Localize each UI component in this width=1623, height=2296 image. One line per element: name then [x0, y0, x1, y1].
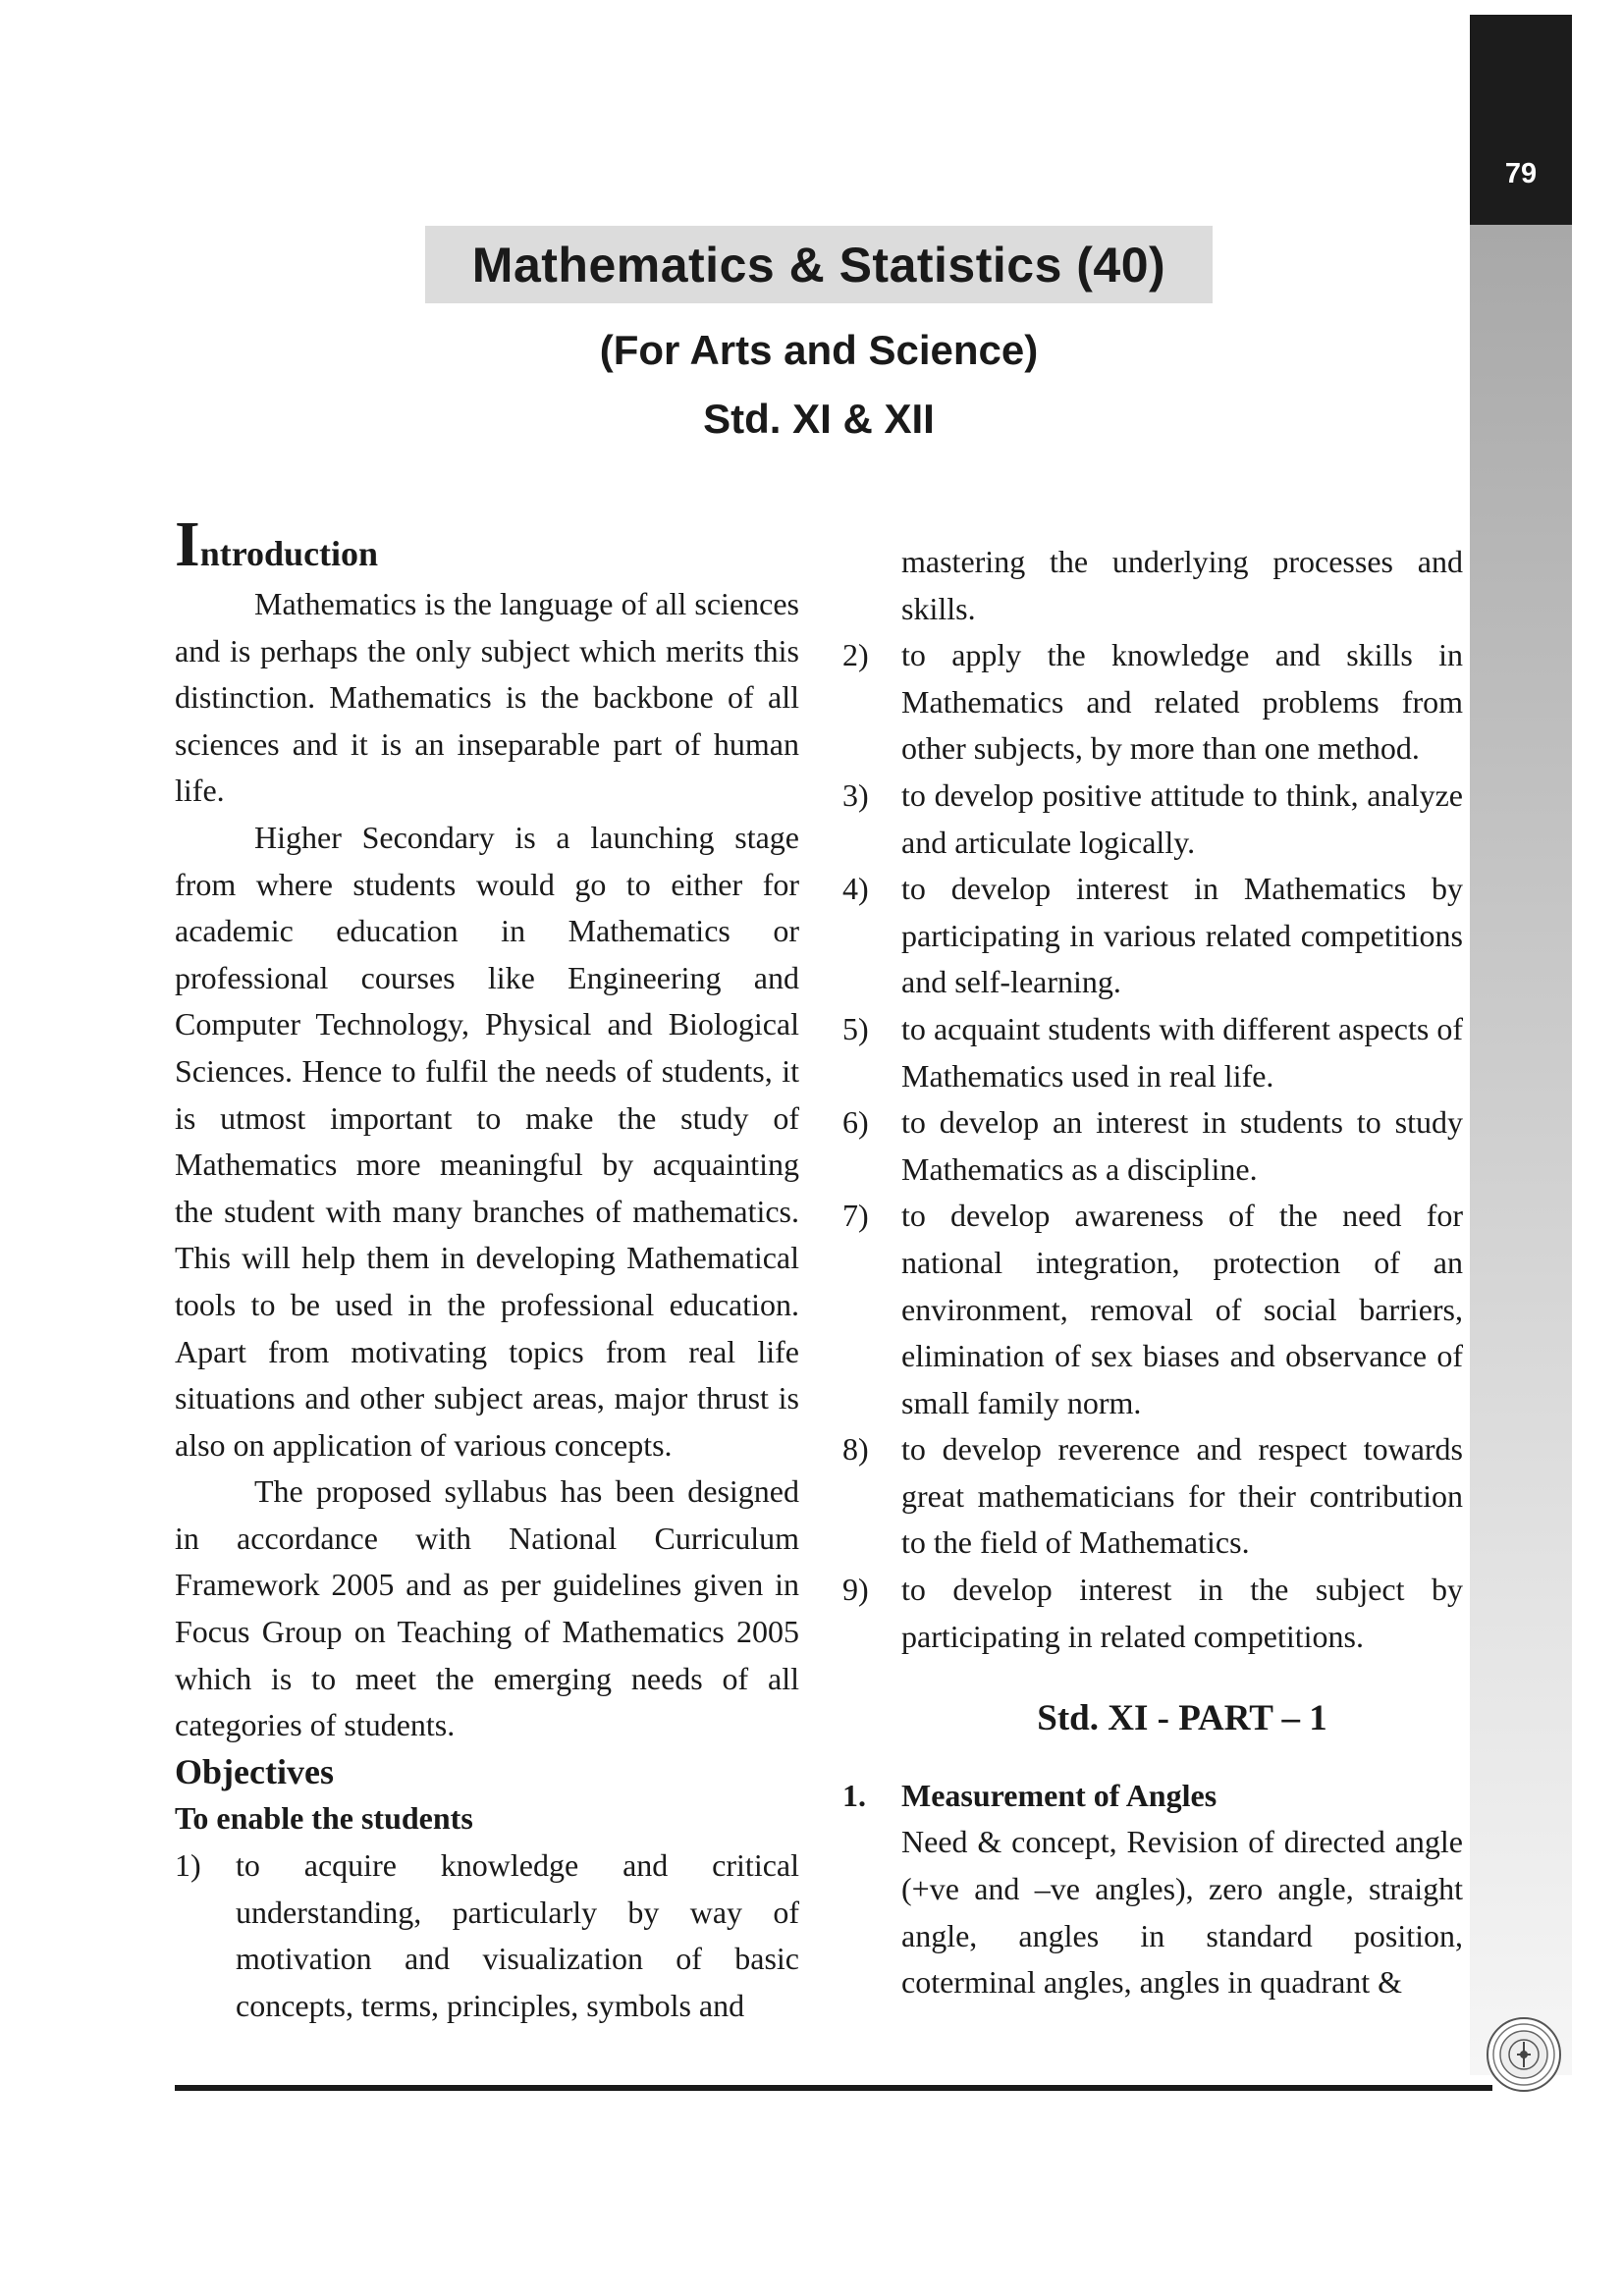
side-strip-dark — [1470, 15, 1572, 225]
introduction-heading-rest: ntroduction — [199, 534, 379, 573]
bottom-rule — [175, 2085, 1492, 2091]
objective-item-5 — [842, 1006, 1463, 1099]
objective-item-2 — [842, 632, 1463, 773]
objective-text: to develop positive attitude to think, analyze and articulate logically. — [901, 776, 1463, 860]
part-heading: Std. XI - PART – 1 — [1037, 1698, 1327, 1739]
objective-number: 4) — [842, 871, 869, 907]
objective-item-1 — [175, 1842, 799, 2029]
section-number: 1. — [842, 1777, 866, 1813]
page-subtitle: (For Arts and Science) — [599, 327, 1039, 373]
objective-item-8 — [842, 1426, 1463, 1567]
objective-number: 7) — [842, 1198, 869, 1234]
objective-text: to acquaint students with different aspects of Mathematics used in real life. — [901, 1010, 1463, 1094]
objective-item-9 — [842, 1567, 1463, 1660]
section-title: Measurement of Angles — [901, 1777, 1217, 1813]
introduction-drop-initial: I — [175, 508, 200, 580]
objectives-subheading: To enable the students — [175, 1800, 473, 1837]
page-title: Mathematics & Statistics (40) — [471, 237, 1166, 293]
objective-number: 3) — [842, 776, 869, 813]
objective-item-7 — [842, 1193, 1463, 1426]
left-column — [175, 508, 799, 2029]
objective-number: 9) — [842, 1572, 869, 1608]
intro-paragraph-3: The proposed syllabus has been designed in accordance with National Curriculum Framework 2005 and as per guidelines given in Focus Group on Teaching of Mathematics 2005 which is to meet the emerging needs of all categories of students. — [175, 1473, 799, 1743]
objective-text: to develop reverence and respect towards great mathematicians for their contribution to the field of Mathematics. — [901, 1431, 1463, 1561]
board-emblem-icon — [1485, 2015, 1563, 2094]
section-text: Need & concept, Revision of directed angle (+ve and –ve angles), zero angle, straight angle, angles in standard position, coterminal angles, angles in quadrant & — [901, 1824, 1463, 2001]
objective-text: to develop awareness of the need for national integration, protection of an environment, removal of social barriers, elimination of sex biases and observance of small family norm. — [901, 1198, 1463, 1420]
intro-paragraph-1: Mathematics is the language of all sciences and is perhaps the only subject which merits this distinction. Mathematics is the backbone of all sciences and it is an inseparable part of human life. — [175, 586, 799, 809]
objective-text: to develop interest in Mathematics by participating in various related competitions and self-learning. — [901, 871, 1463, 1000]
objective-number: 6) — [842, 1104, 869, 1141]
objective-text: to apply the knowledge and skills in Mathematics and related problems from other subjects, by more than one method. — [901, 637, 1463, 767]
objective-number: 8) — [842, 1431, 869, 1468]
page-standard: Std. XI & XII — [703, 396, 935, 442]
objective-item-6 — [842, 1099, 1463, 1193]
side-strip-gradient — [1470, 225, 1572, 2075]
objective-number: 1) — [175, 1847, 201, 1884]
introduction-heading — [175, 508, 799, 581]
objective-text: to acquire knowledge and critical understanding, particularly by way of motivation and visualization of basic concepts, terms, principles, symbols and — [236, 1847, 799, 2023]
objective-item-4 — [842, 866, 1463, 1006]
title-box — [425, 226, 1213, 303]
right-column — [842, 539, 1463, 2006]
objective-item-1-continuation: mastering the underlying processes and skills. — [901, 544, 1463, 626]
objective-number: 2) — [842, 637, 869, 673]
objectives-heading: Objectives — [175, 1751, 334, 1791]
objective-text: to develop interest in the subject by participating in related competitions. — [901, 1572, 1463, 1654]
intro-paragraph-2: Higher Secondary is a launching stage from where students would go to either for academic education in Mathematics or professional courses like Engineering and Computer Technology, Physical and Biological Sciences. Hence to fulfil the needs of students, it is utmost important to make the study of Mathematics more meaningful by acquainting the student with many branches of mathematics. This will help them in developing Mathematical tools to be used in the professional education. Apart from motivating topics from real life situations and other subject areas, major thrust is also on application of various concepts. — [175, 819, 799, 1463]
objective-item-3 — [842, 773, 1463, 866]
objective-text: to develop an interest in students to study Mathematics as a discipline. — [901, 1104, 1463, 1187]
section-item-1 — [842, 1773, 1463, 1820]
page-number: 79 — [1504, 158, 1538, 189]
objective-number: 5) — [842, 1010, 869, 1046]
